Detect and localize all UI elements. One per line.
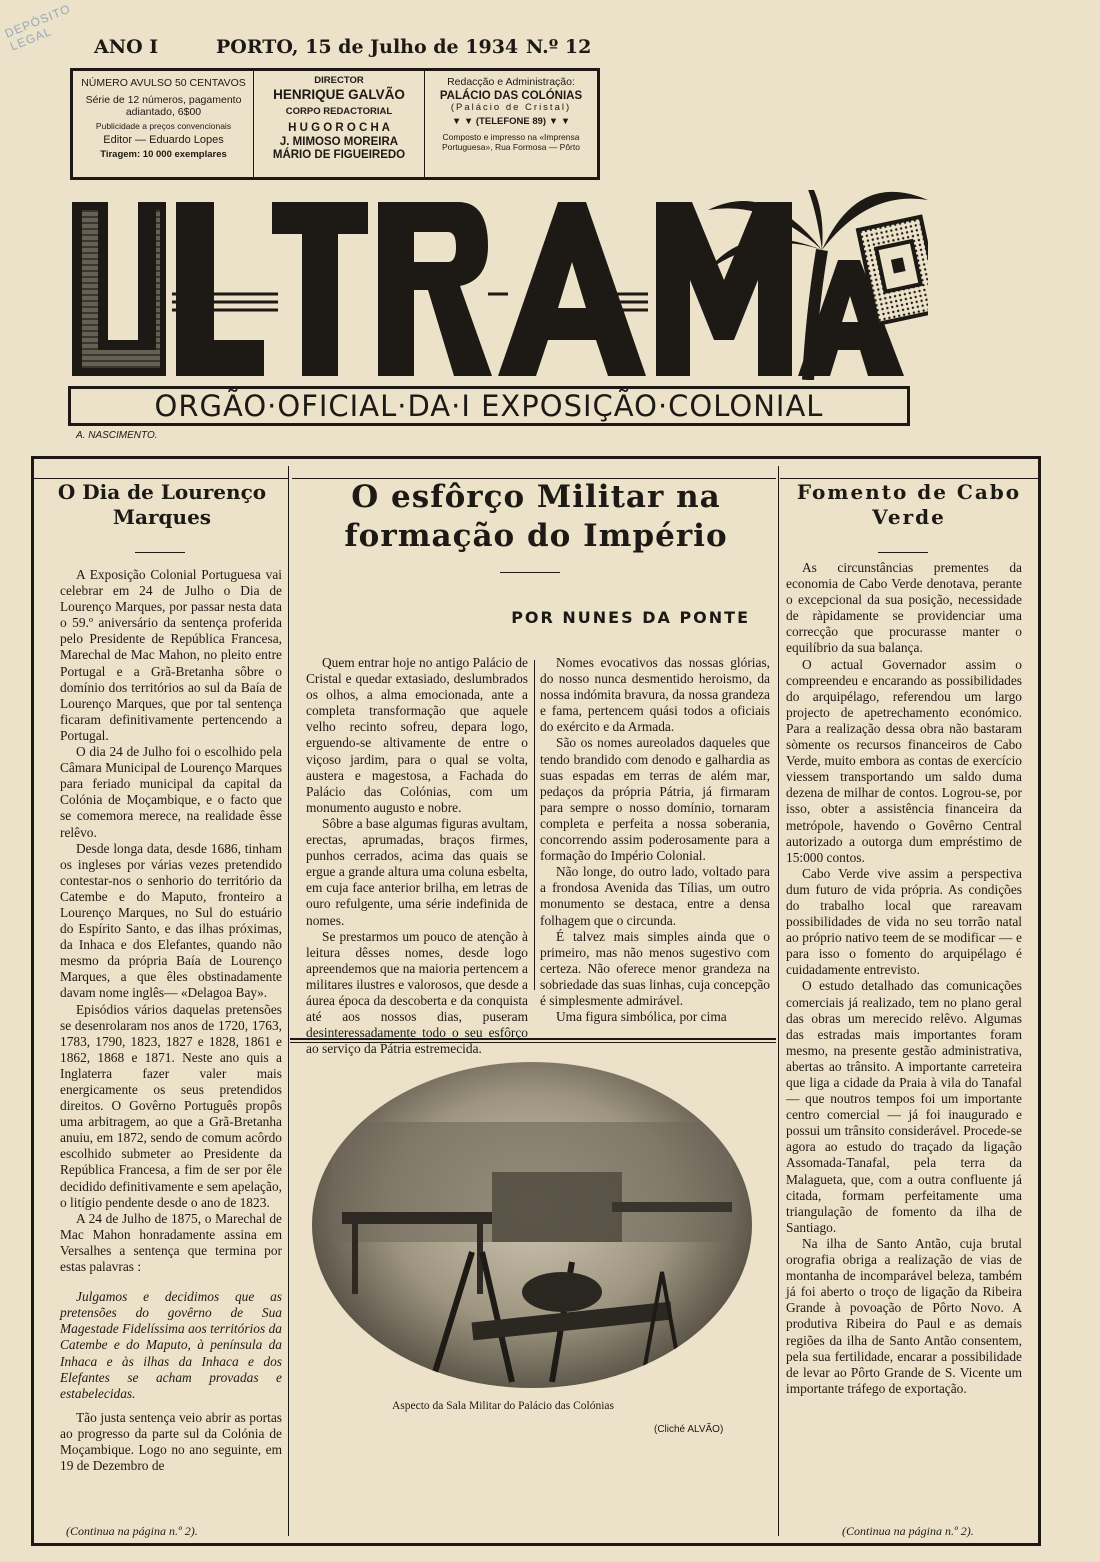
- paragraph: São os nomes aureolados daqueles que tendo brandido com denodo e galhardia as suas espadas em terras de além mar, pedaços da própria Pátria, já firmaram para sempre o nosso domínio, tornaram completa e perfeita a nossa soberania, concorrendo assim poderosamente para a formação do Império Colonial.: [540, 735, 770, 864]
- series-price-2: adiantado, 6$00: [125, 106, 202, 119]
- editor-line: Editor — Eduardo Lopes: [103, 133, 224, 146]
- article-body-cabo-verde: [786, 560, 1022, 1397]
- column-divider: [534, 660, 535, 990]
- article-byline: POR NUNES DA PONTE: [511, 608, 750, 627]
- issue-line: [70, 36, 600, 62]
- photo-military-hall: [312, 1062, 752, 1388]
- photo-credit: (Cliché ALVÃO): [654, 1424, 724, 1435]
- continued-note: (Continua na página n.º 2).: [66, 1524, 198, 1538]
- print-run: Tiragem: 10 000 exemplares: [100, 148, 227, 160]
- title-line: formação do Império: [344, 517, 728, 554]
- paragraph: Uma figura simbólica, por cima: [556, 1009, 727, 1025]
- palace-name: PALÁCIO DAS COLÓNIAS: [439, 90, 583, 103]
- administration-label: Redacção e Administração:: [447, 76, 575, 88]
- printer-line: Composto e impresso na «Imprensa: [442, 132, 580, 143]
- editorial-staff: [253, 71, 425, 177]
- letter-l: [176, 202, 264, 376]
- letter-r: [378, 202, 492, 376]
- column-divider: [778, 466, 779, 1536]
- letter-t: [272, 202, 368, 376]
- title-line: Fomento de Cabo: [796, 480, 1022, 504]
- printer-address: Portuguesa», Rua Formosa — Pôrto: [442, 141, 580, 152]
- article-body-left: [306, 655, 528, 1057]
- article-title-esforco-militar: [296, 478, 776, 556]
- title-underline: [135, 552, 185, 553]
- title-rule: [780, 478, 1038, 479]
- continued-note: (Continua na página n.º 2).: [842, 1524, 974, 1538]
- issue-year: ANO I: [94, 36, 159, 58]
- title-line: O Dia de Lourenço: [57, 480, 267, 504]
- photo-caption: Aspecto da Sala Militar do Palácio das Colónias: [392, 1400, 614, 1412]
- paragraph: A 24 de Julho de 1875, o Marechal de Mac Mahon honradamente assina em Versalhes a sentença que termina por estas palavras :: [60, 1210, 282, 1275]
- administration-info: [425, 71, 597, 177]
- paragraph: Episódios vários daquelas pretensões se desenrolaram nos anos de 1720, 1763, 1783, 1790, 1823, 1827 e 1828, 1861 e 1862, 1868 e 1871. Neste ano quis a Inglaterra fazer valer mais energicamente os seus pretendidos direitos. O Govêrno Português propôs uma arbitragem, ao que a Grã-Bretanha anuiu, em 1872, sendo de comum acôrdo escolhido submeter ao Presidente da República Francesa, a fim de ser por êle decidido definitivamente e sem apelação, o litígio pendente desde o ano de 1823.: [60, 1001, 282, 1210]
- staff-member: J. MIMOSO MOREIRA: [279, 135, 399, 148]
- issue-number: N.º 12: [526, 36, 592, 58]
- issue-place-date: PORTO, 15 de Julho de 1934: [216, 36, 519, 58]
- series-price: Série de 12 números, pagamento: [85, 94, 242, 107]
- advertising-note: Publicidade a preços convencionais: [95, 121, 232, 132]
- paragraph: Nomes evocativos das nossas glórias, do nosso nunca desmentido heroismo, da nossa indómita bravura, da nossa grandeza e fama, pertencem quási todos a oficiais do exército e da Armada.: [540, 655, 770, 735]
- title-line: Verde: [872, 505, 946, 529]
- staff-member: MÁRIO DE FIGUEIREDO: [272, 148, 406, 161]
- paragraph: Quem entrar hoje no antigo Palácio de Cristal e quedar extasiado, deslumbrados os olhos, a alma emocionada, ante a completa transformação que aquele velho recinto sofreu, depara logo, erguendo-se altivamente de entre o viçoso jardim, para o qual se volta, austera e magestosa, a Fachada do Palácio das Colónias, com um monumento augusto e nobre.: [306, 655, 528, 815]
- article-body-lourenco-marques: [60, 567, 282, 1474]
- article-title-cabo-verde: [784, 480, 1034, 530]
- photo-illustration: [312, 1062, 752, 1388]
- paragraph: Sôbre a base algumas figuras avultam, erectas, aprumadas, braços firmes, punhos cerrados, acima das quais se ergue a grande altura uma coluna esbelta, em cuja face anterior brilha, em letras de ouro refulgente, uma série indefinida de nomes.: [306, 815, 529, 928]
- title-underline: [878, 552, 928, 553]
- publication-info-box: [70, 68, 600, 180]
- director-name: HENRIQUE GALVÃO: [273, 86, 405, 102]
- masthead-logo: [68, 190, 928, 380]
- subscription-info: [81, 71, 246, 177]
- staff-label: CORPO REDACTORIAL: [285, 106, 393, 118]
- deposit-stamp: DEPÓSITO LEGAL: [2, 1, 73, 54]
- paragraph: As circunstâncias prementes da economia de Cabo Verde denotava, perante o excepcional da sua posição, necessidade de ràpidamente se providenciar uma correcção que procurasse manter o equilíbrio da sua balança.: [786, 560, 1022, 656]
- paragraph: Tão justa sentença veio abrir as portas ao progresso da parte sul da Colónia de Moçambique. Logo no ano seguinte, em 19 de Dezembro de: [60, 1409, 282, 1474]
- paragraph: Não longe, do outro lado, voltado para a frondosa Avenida das Tílias, um outro monumento se destaca, entre a densa folhagem que o circunda.: [540, 864, 770, 928]
- palace-subname: (Palácio de Cristal): [450, 102, 572, 114]
- quoted-sentence: Julgamos e decidimos que as pretensões do govêrno de Sua Magestade Fidelíssima aos territórios da Catembe e do Maputo, à península da Inhaca e às ilhas da Inhaca e dos Elefantes se acham provadas e estabelecidas.: [60, 1289, 282, 1401]
- masthead-motto: ORGÃO·OFICIAL·DA·I EXPOSIÇÃO·COLONIAL: [68, 386, 910, 426]
- paragraph: O estudo detalhado das comunicações comerciais já realizado, tem no plano geral das obras um merecido relêvo. Algumas das estradas mais importantes foram mesmo, na presente gestão administrativa, abertas ao trânsito. A importante carreteira que liga a cidade da Praia à vila do Tanafal — que noutros tempos foi um importante centro comercial — já foi inaugurado e possui um trânsito considerável. Procede-se agora ao estudo do traçado da ligação Assomada-Tanafal, pela terra da Malagueta, que, com a outra confluente já citada, formam perfeitamente uma triangulação de fomento da ilha de Santiago.: [786, 978, 1022, 1235]
- paragraph: É talvez mais simples ainda que o primeiro, mas não menos sugestivo com certeza. Não oferece menor grandeza na sobriedade das suas linhas, cuja concepção é simplesmente admirável.: [540, 928, 770, 1008]
- paragraph: O dia 24 de Julho foi o escolhido pela Câmara Municipal de Lourenço Marques para feriado municipal da capital da Colónia de Moçambique, e o facto que se comemora merece, na realidade êsse relêvo.: [60, 744, 282, 840]
- paragraph: Na ilha de Santo Antão, cuja brutal orografia obriga a realização de vias de montanha de incomparável beleza, também já foi aberto o troço de ligação da Ribeira Grande à povoação de Pôrto Novo. A produtiva Ribeira do Paul e as demais regiões da ilha de Santo Antão consentem, pela sua fertilidade, encarar a possibilidade de levar ao Pôrto Grande de S. Vicente um importante tráfego de exportação.: [786, 1235, 1022, 1396]
- letter-m: [656, 202, 792, 376]
- letter-a: [498, 202, 646, 376]
- title-line: Marques: [112, 505, 212, 529]
- title-line: O esfôrço Militar na: [351, 479, 721, 515]
- article-title-lourenco-marques: [40, 480, 284, 530]
- single-issue-price: NÚMERO AVULSO 50 CENTAVOS: [81, 77, 246, 89]
- paragraph: Se prestarmos um pouco de atenção à leitura dêsses nomes, desde logo apreendemos que na maioria pertencem a militares ilustres e valorosos, que desde a áurea época da descoberta e da conquista até aos nossos dias, puseram desinteressadamente todo o seu esfôrço ao serviço da Pátria estremecida.: [306, 928, 529, 1057]
- director-label: DIRECTOR: [314, 75, 364, 86]
- paragraph: O actual Governador assim o compreendeu e encarando as possibilidades do arquipélago, referendou um largo projecto de apetrechamento económico. Para a realização dessa obra não bastaram sòmente os recursos financeiros de Cabo Verde, muito embora as contas de exercício viessem transportando um saldo duma dezena de milhar de contos. Logrou-se, por isso, obter a assistência financeira da metrópole, havendo o Govêrno Central autorizado a outorga dum empréstimo de 15:000 contos.: [786, 656, 1022, 865]
- artist-signature: A. NASCIMENTO.: [76, 430, 158, 441]
- title-underline: [500, 572, 560, 573]
- title-rule: [32, 478, 288, 479]
- staff-member: H U G O R O C H A: [288, 122, 390, 135]
- article-body-right: [540, 655, 770, 1025]
- paragraph: Desde longa data, desde 1686, tinham os ingleses por várias vezes pretendido contestar-nos o senhorio do território da Catembe e do Maputo, fronteiro a Lourenço Marques, no Sul do estuário do Espírito Santo, e das ilhas próximas, da Inhaca e dos Elefantes, quando não mesmo da própria Baía de Lourenço Marques, a que êles obstinadamente davam nome inglês— «Delagoa Bay».: [60, 840, 282, 1001]
- telephone: ▼ ▼ (TELEFONE 89) ▼ ▼: [451, 116, 571, 128]
- paragraph: Cabo Verde vive assim a perspectiva dum futuro de vida própria. As condições do trabalho local que rareavam possibilidades de vida no seu torrão natal ao próprio nativo teem de se modificar — e para isso o fomento do arquipélago é cuidadamente entrevisto.: [786, 865, 1022, 978]
- column-divider: [288, 466, 289, 1536]
- paragraph: A Exposição Colonial Portuguesa vai celebrar em 24 de Julho o Dia de Lourenço Marques, por passar nesta data o 59.º aniversário da sentença proferida pelo Presidente de República Francesa, Marechal de Mac Mahon, no pleito entre Portugal e a Grã-Bretanha sôbre o domínio dos territórios ao sul da Baía de Lourenço Marques, que por tal sentença ficaram definitivamente pertencendo a Portugal.: [60, 567, 282, 743]
